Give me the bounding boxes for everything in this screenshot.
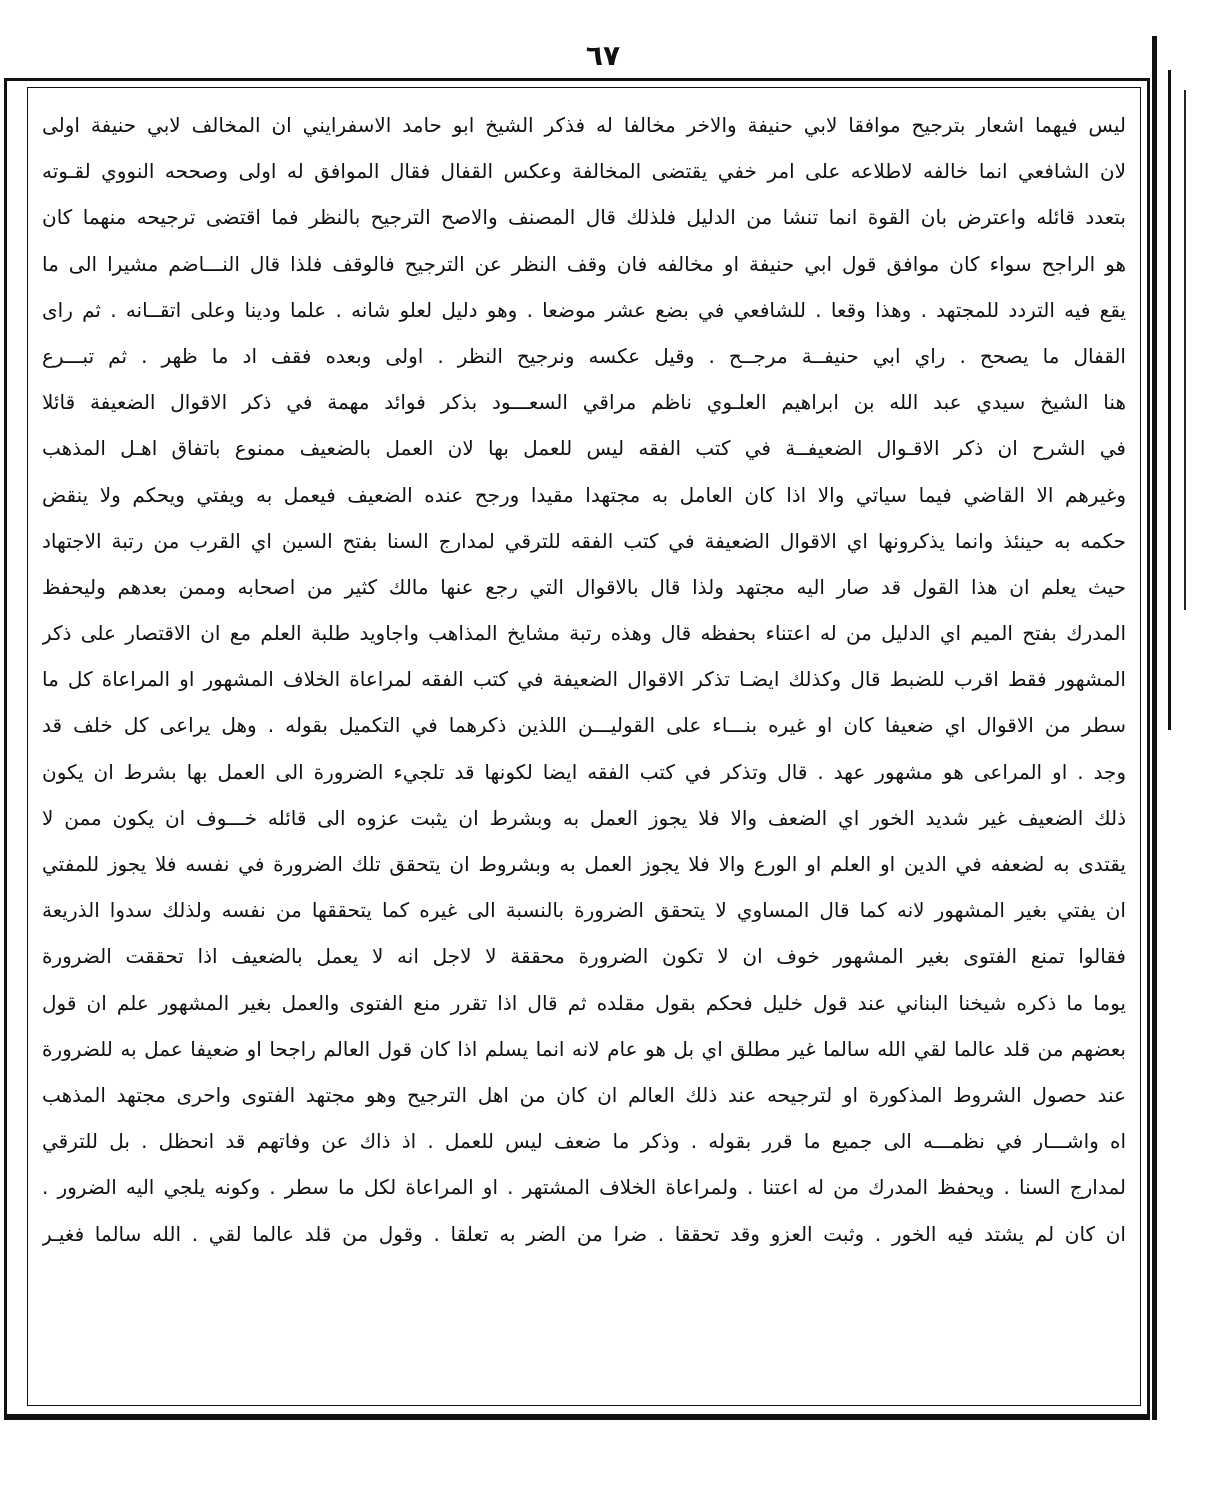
body-text — [42, 102, 1126, 1257]
text-line: عند حصول الشروط المذكورة او لترجيحه عند ذلك العالم ان كان من اهل الترجيح وهو مجتهد الفتوى واحرى مجتهد المذهب — [42, 1082, 1126, 1107]
text-line: يقتدى به لضعفه في الدين او العلم او الورع والا فلا يجوز العمل به وبشروط ان يتحقق تلك الضرورة في نفسه فلا يجوز للمفتي — [42, 852, 1126, 876]
text-line: اه واشـــار في نظمـــه الى جميع ما قرر بقوله . وذكر ما ضعف ليس للعمل . اذ ذاك عن وفاتهم قد انحظل . بل للترقي — [42, 1129, 1126, 1154]
margin-rule — [1184, 90, 1186, 610]
text-line: لمدارج السنا . ويحفظ المدرك من له اعتنا . ولمراعاة الخلاف المشتهر . او المراعاة لكل ما سطر . وكونه يلجي اليه الضرور . — [42, 1175, 1126, 1200]
text-line: القفال ما يصحح . راي ابي حنيفــة مرجــح . وقيل عكسه ونرجيح النظر . اولى وبعده فقف اد ما ظهر . ثم تبـــرع — [42, 343, 1126, 368]
text-line: هنا الشيخ سيدي عبد الله بن ابراهيم العلـوي ناظم مراقي السعـــود بذكر فوائد مهمة في ذكر الاقوال الضعيفة قائلا — [42, 390, 1126, 415]
margin-rule — [1152, 36, 1157, 1420]
text-line: هو الراجح سواء كان موافق قول ابي حنيفة او مخالفه فان وقف النظر عن الترجيح فالوقف فلذا قال النـــاضم مشيرا الى ما — [42, 251, 1126, 276]
page-frame — [4, 78, 1150, 1420]
text-line: سطر من الاقوال اي ضعيفا كان او غيره بنـــاء على القوليـــن اللذين ذكرهما في التكميل بقوله . وهل يراعى كل خلف قد — [42, 713, 1126, 738]
text-line: يقع فيه التردد للمجتهد . وهذا وقعا . للشافعي في بضع عشر موضعا . وهو دليل لعلو شانه . علما ودينا وعلى اتقــانه . ثم راى — [42, 297, 1126, 322]
text-frame — [27, 87, 1141, 1406]
text-line: المشهور فقط اقرب للضبط قال وكذلك ايضـا تذكر الاقوال الضعيفة في كتب الفقه لمراعاة الخلاف المشهور او المراعاة كل ما — [42, 667, 1126, 692]
text-line: وغيرهم الا القاضي فيما سياتي والا اذا كان العامل به مجتهدا مقيدا ورجح عنده الضعيف فيعمل به ويفتي ويحكم ولا ينقض — [42, 482, 1126, 507]
text-line: بعضهم من قلد عالما لقي الله سالما غير مطلق اي بل هو عام لانه انما يسلم اذا كان قول العالم راجحا او ضعيفا عمل به للضرورة — [42, 1036, 1126, 1061]
text-line: ليس فيهما اشعار بترجيح موافقا لابي حنيفة والاخر مخالفا له فذكر الشيخ ابو حامد الاسفرايني ان المخالف لابي حنيفة اولى — [42, 113, 1126, 137]
text-line: بتعدد قائله واعترض بان القوة انما تنشا من الدليل فلذلك قال المصنف والاصح الترجيح بالنظر فما اقتضى ترجيحه منهما كان — [42, 205, 1126, 230]
text-line: ان يفتي بغير المشهور لانه كما قال المساوي لا يتحقق الضرورة بالنسبة الى غيره كما يتحققها من نفسه ولذلك سدوا الذريعة — [42, 898, 1126, 923]
text-line: المدرك بفتح الميم اي الدليل من له اعتناء بحفظه قال وهذه رتبة مشايخ المذاهب واجاويد طلبة العلم مع ان الاقتصار على ذكر — [42, 621, 1126, 646]
page-number: ٦٧ — [585, 39, 621, 72]
margin-rule — [1168, 70, 1171, 730]
text-line: وجد . او المراعى هو مشهور عهد . قال وتذكر في كتب الفقه ايضا لكونها قد تلجيء الضرورة الى العمل بها بشرط ان يكون — [42, 759, 1126, 784]
text-line: فقالوا تمنع الفتوى بغير المشهور خوف ان لا تكون الضرورة محققة لا لاجل انه لا يعمل بالضعيف اذا تحققت الضرورة — [42, 944, 1126, 969]
text-line: في الشرح ان ذكر الاقـوال الضعيفــة في كتب الفقه ليس للعمل بها لان العمل بالضعيف ممنوع باتفاق اهـل المذهب — [42, 436, 1126, 461]
text-line: لان الشافعي انما خالفه لاطلاعه على امر خفي يقتضى المخالفة وعكس القفال فقال الموافق له اولى وصححه النووي لقـوته — [42, 159, 1126, 184]
text-line: ذلك الضعيف غير شديد الخور اي الضعف والا فلا يجوز العمل به وبشرط ان يثبت عزوه الى قائله خـــوف ان يكون ممن لا — [42, 805, 1126, 830]
text-line: حيث يعلم ان هذا القول قد صار اليه مجتهد ولذا قال بالاقوال التي رجع عنها مالك كثير من اصحابه وممن بعدهم وليحفظ — [42, 574, 1126, 599]
text-line: حكمه به حينئذ وانما يذكرونها اي الاقوال الضعيفة في كتب الفقه للترقي لمدارج السنا بفتح السين اي القرب من رتبة الاجتهاد — [42, 528, 1126, 553]
text-line: ان كان لم يشتد فيه الخور . وثبت العزو وقد تحققا . ضرا من الضر به تعلقا . وقول من قلد عالما لقي . الله سالما فغيـر — [42, 1221, 1126, 1246]
text-line: يوما ما ذكره شيخنا البناني عند قول خليل فحكم بقول مقلده ثم قال اذا تقرر منع الفتوى والعمل بغير المشهور علم ان قول — [42, 990, 1126, 1015]
